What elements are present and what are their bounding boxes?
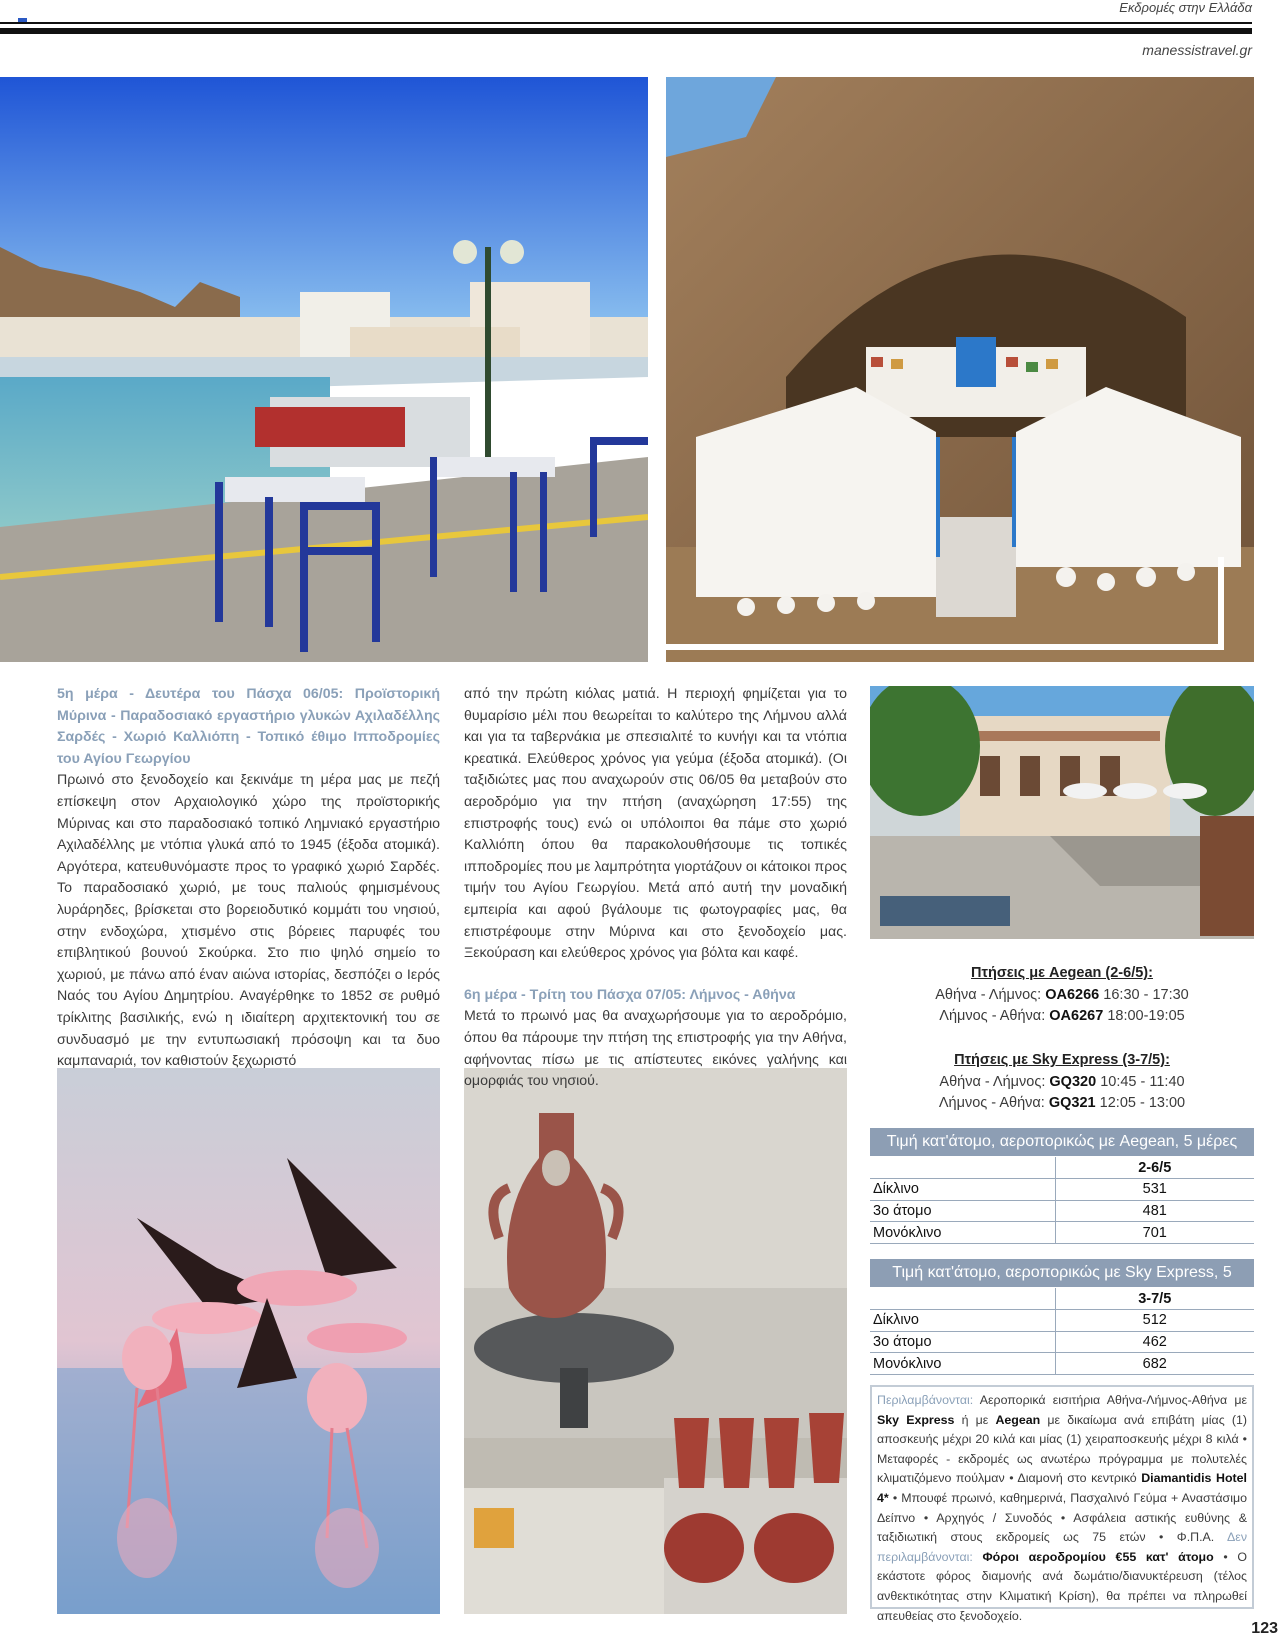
day5-column-middle (464, 684, 847, 1093)
excluded-text: • Ο εκάστοτε φόρος διαμονής ανά δωμάτιο/διανυκτέρευση (τέλος ανθεκτικότητας στην Κλιματική Κρίση), θα πρέπει να πληρωθεί απευθείας στο ξενοδοχείο. (877, 1549, 1247, 1623)
price-header-sky-express: Τιμή κατ'άτομο, αεροπορικώς με Sky Express, 5 μέρες (870, 1259, 1254, 1287)
price-value: 682 (1055, 1353, 1254, 1375)
page-number: 123 (1251, 1620, 1278, 1637)
price-value: 481 (1055, 1200, 1254, 1222)
flights-sky-title: Πτήσεις με Sky Express (3-7/5): (954, 1052, 1170, 1068)
table-row (870, 1200, 1254, 1222)
flights-aegean-title: Πτήσεις με Aegean (2-6/5): (971, 965, 1153, 981)
route-label: Αθήνα - Λήμνος: (939, 1073, 1046, 1090)
table-row (870, 1157, 1254, 1179)
empty-cell (870, 1157, 1055, 1179)
price-table-sky-express (870, 1288, 1254, 1375)
table-row (870, 1179, 1254, 1201)
room-type: Δίκλινο (870, 1310, 1055, 1332)
village-square-photo (870, 686, 1254, 939)
room-type: 3ο άτομο (870, 1200, 1055, 1222)
date-cell: 2-6/5 (1055, 1157, 1254, 1179)
price-value: 512 (1055, 1310, 1254, 1332)
table-row (870, 1310, 1254, 1332)
excluded-airport-tax: Φόροι αεροδρομίου €55 κατ' άτομο (982, 1549, 1214, 1564)
empty-cell (870, 1288, 1055, 1310)
website-link[interactable]: manessistravel.gr (1142, 42, 1252, 58)
day6-body: Μετά το πρωινό μας θα αναχωρήσουμε για το αεροδρόμιο, όπου θα πάρουμε την πτήση της επιστροφής για την Αθήνα, αφήνοντας πίσω με τις απίστευτες εικόνες γαλήνης και ομορφιάς του νησιού. (464, 1008, 847, 1090)
flight-code: OA6266 (1045, 986, 1100, 1003)
included-hotel: Diamantidis Hotel 4* (877, 1471, 1247, 1505)
flights-aegean (870, 963, 1254, 1028)
day5-body-part2: από την πρώτη κιόλας ματιά. Η περιοχή φημίζεται για το θυμαρίσιο μέλι που θεωρείται το καλύτερο της Λήμνου αλλά και για τα ταβερνάκια με σπεσιαλιτέ το κυνήγι και τα ντόπια κρεατικά. Ελεύθερος χρόνος για γεύμα (έξοδα ατομικά). (Οι ταξιδιώτες μας που αναχωρούν στις 06/05 θα μεταβούν στο αεροδρόμιο για την πτήση (αναχώρηση 17:55) της επιστροφής τους) ενώ οι υπόλοιποι θα πάμε στο χωριό Καλλιόπη όπου θα παρακολουθήσουμε τις τοπικές ιπποδρομίες που με λαμπρότητα γιορτάζουν οι κάτοικοι προς τιμήν του Αγίου Γεωργίου. Μετά από αυτή την μοναδική εμπειρία και αφού βγάλουμε τις φωτογραφίες μας, θα επιστρέφουμε στην Μύρινα και στο ξενοδοχείο μας. Ξεκούραση και ελεύθερος χρόνος για βόλτα και καφέ. (464, 686, 847, 962)
flamingos-photo (57, 1068, 440, 1614)
included-text-a: Αεροπορικά εισιτήρια Αθήνα-Λήμνος-Αθήνα με (979, 1393, 1247, 1407)
flight-outbound-aegean (870, 985, 1254, 1007)
table-row (870, 1331, 1254, 1353)
price-table-aegean (870, 1157, 1254, 1244)
price-value: 531 (1055, 1179, 1254, 1201)
included-text-b: ή με (961, 1412, 989, 1427)
flight-return-sky (870, 1093, 1254, 1115)
pottery-photo (464, 1068, 847, 1614)
route-label: Λήμνος - Αθήνα: (938, 1095, 1045, 1111)
table-row (870, 1288, 1254, 1310)
flight-time: 10:45 - 11:40 (1100, 1073, 1185, 1090)
flight-time: 16:30 - 17:30 (1103, 986, 1189, 1003)
route-label: Αθήνα - Λήμνος: (935, 986, 1042, 1003)
route-label: Λήμνος - Αθήνα: (939, 1008, 1046, 1024)
room-type: 3ο άτομο (870, 1331, 1055, 1353)
flight-code: GQ321 (1048, 1095, 1096, 1111)
table-row (870, 1353, 1254, 1375)
day6-title: 6η μέρα - Τρίτη του Πάσχα 07/05: Λήμνος - Αθήνα (464, 986, 796, 1003)
flight-code: OA6267 (1049, 1008, 1104, 1024)
included-label: Περιλαμβάνονται: (877, 1393, 974, 1407)
day5-title: 5η μέρα - Δευτέρα του Πάσχα 06/05: Προϊστορική Μύρινα - Παραδοσιακό εργαστήριο γλυκών Αχιλαδέλλης Σαρδές - Χωριό Καλλιόπη - Τοπικό έθιμο Ιπποδρομίες του Αγίου Γεωργίου (57, 686, 440, 767)
table-row (870, 1222, 1254, 1244)
day5-column-left (57, 684, 440, 1073)
room-type: Μονόκλινο (870, 1222, 1055, 1244)
flights-sky-express (870, 1050, 1254, 1115)
included-airline-aegean: Aegean (995, 1412, 1041, 1427)
header-rule (0, 22, 1252, 24)
room-type: Δίκλινο (870, 1179, 1055, 1201)
price-value: 462 (1055, 1331, 1254, 1353)
date-cell: 3-7/5 (1055, 1288, 1254, 1310)
included-airline-sky: Sky Express (877, 1412, 955, 1427)
flight-code: GQ320 (1049, 1073, 1097, 1090)
flight-time: 12:05 - 13:00 (1099, 1095, 1186, 1111)
harbor-photo (0, 77, 648, 662)
price-value: 701 (1055, 1222, 1254, 1244)
flight-return-aegean (870, 1006, 1254, 1028)
included-text-d: • Μπουφέ πρωινό, καθημερινά, Πασχαλινό Γεύμα + Αναστάσιμο Δείπνο • Αρχηγός / Συνοδός • Ασφάλεια αστικής ευθύνης & ταξιδιωτική στους εκδρομείς ως 75 ετών • Φ.Π.Α. (877, 1490, 1247, 1545)
section-title: Εκδρομές στην Ελλάδα (1119, 0, 1252, 15)
room-type: Μονόκλινο (870, 1353, 1055, 1375)
excluded-label: Δεν περιλαμβάνονται: (877, 1530, 1248, 1564)
cave-chapel-photo (666, 77, 1254, 662)
inclusions-box (870, 1385, 1254, 1623)
price-header-aegean: Τιμή κατ'άτομο, αεροπορικώς με Aegean, 5 μέρες (870, 1128, 1254, 1156)
header-rule-thick (0, 28, 1252, 34)
flight-time: 18:00-19:05 (1107, 1008, 1185, 1024)
included-text-c: με δικαίωμα ανά επιβάτη μίας (1) αποσκευής μέχρι 20 κιλά και μίας (1) χειραποσκευής μέχρι 8 κιλά • Μεταφορές - εκδρομές ως ανωτέρω πρόγραμμα με πολυτελές κλιματιζόμενο πούλμαν • Διαμονή στο κεντρικό (877, 1412, 1247, 1486)
day5-body-part1: Πρωινό στο ξενοδοχείο και ξεκινάμε τη μέρα μας με πεζή επίσκεψη στον Αρχαιολογικό χώρο της προϊστορικής Μύρινας και στο παραδοσιακό τοπικό Λημνιακό εργαστήριο Αχιλαδέλλης με ντόπια γλυκά από το 1945 (έξοδα ατομικά). Αργότερα, κατευθυνόμαστε προς το γραφικό χωριό Σαρδές. Το παραδοσιακό χωριό, με τους παλιούς φημισμένους λυράρηδες, βρίσκεται στο βορειοδυτικό κομμάτι του νησιού, στην ενδοχώρα, χτισμένο στις βόρειες παρυφές του επιβλητικού βουνού Σκούρκα. Στο πιο ψηλό σημείο το χωριού, με πάνω από έναν αιώνα ιστορίας, δεσπόζει ο Ιερός Ναός του Αγίου Δημητρίου. Αναγέρθηκε το 1852 σε ρυθμό τρίκλιτης βασιλικής, ενώ η ιδιαίτερη αρχιτεκτονική του σε συνδυασμό με την εντυπωσιακή πρόσοψη και τα δυο καμπαναριά, τον καθιστούν ξεχωριστό (57, 772, 440, 1070)
flight-outbound-sky (870, 1072, 1254, 1094)
